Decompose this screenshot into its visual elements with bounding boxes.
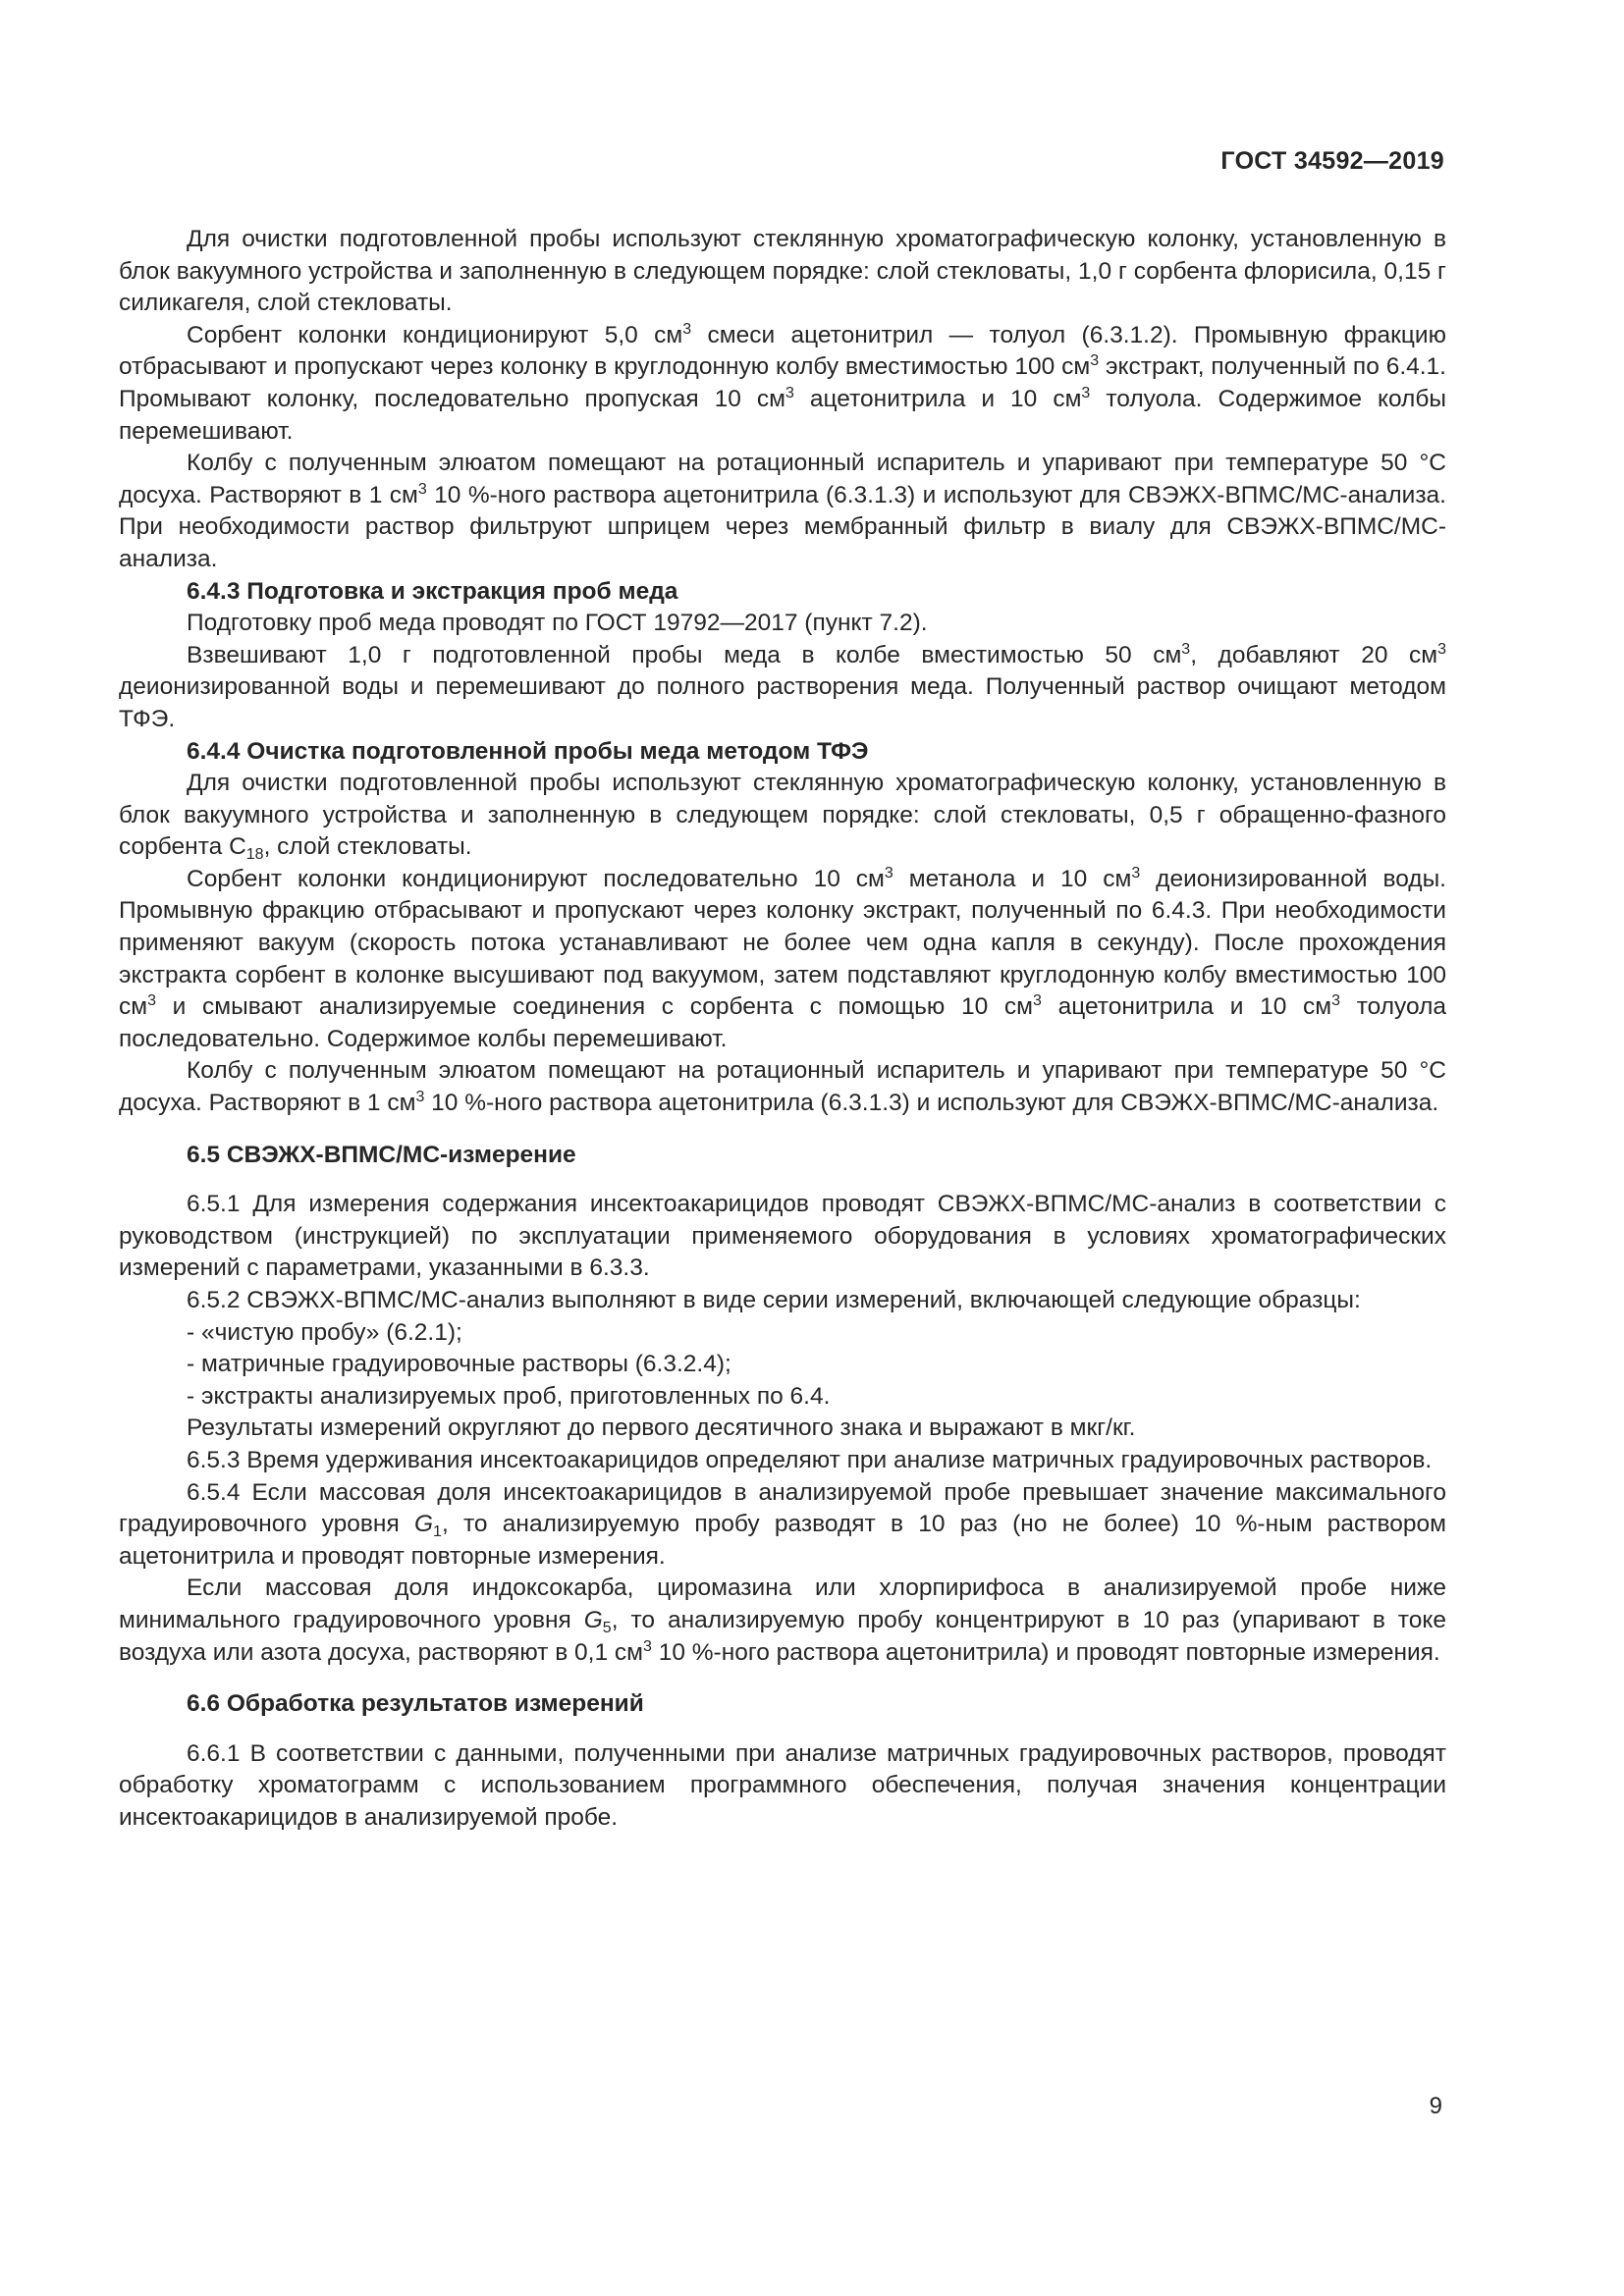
paragraph: Для очистки подготовленной пробы используют стеклянную хроматографическую колонку, установленную в блок вакуумного устройства и заполненную в следующем порядке: слой стекловаты, 0,5 г обращенно-фазного сорбента $С_{18}$, слой стекловаты. bbox=[119, 770, 1446, 864]
section-heading: 6.5 СВЭЖХ-ВПМС/МС-измерение bbox=[187, 1141, 576, 1168]
document-body bbox=[119, 224, 1446, 1835]
paragraph: 6.5.1 Для измерения содержания инсектоакарицидов проводят СВЭЖХ-ВПМС/МС-анализ в соответствии с руководством (инструкцией) по эксплуатации применяемого оборудования в условиях хроматографических измерений с параметрами, указанными в 6.3.3. bbox=[119, 1191, 1446, 1282]
paragraph: Колбу с полученным элюатом помещают на ротационный испаритель и упаривают при температуре 50 °С досуха. Растворяют в 1 $см^3$ 10 %-ного раствора ацетонитрила (6.3.1.3) и используют для СВЭЖХ-ВПМС/МС-анализа. При необходимости раствор фильтруют шприцем через мембранный фильтр в виалу для СВЭЖХ-ВПМС/МС-анализа. bbox=[119, 450, 1446, 572]
paragraph: Сорбент колонки кондиционируют 5,0 $см^3$ смеси ацетонитрил — толуол (6.3.1.2). Промывную фракцию отбрасывают и пропускают через колонку в круглодонную колбу вместимостью 100 $см^3$ экстракт, полученный по 6.4.1. Промывают колонку, последовательно пропуская 10 $см^3$ ацетонитрила и 10 $см^3$ толуола. Содержимое колбы перемешивают. bbox=[119, 320, 1446, 445]
subsection-heading: 6.4.4 Очистка подготовленной пробы меда методом ТФЭ bbox=[187, 737, 869, 765]
paragraph: Взвешивают 1,0 г подготовленной пробы меда в колбе вместимостью 50 $см^3$, добавляют 20 $см^3$ деионизированной воды и перемешивают до полного растворения меда. Полученный раствор очищают методом ТФЭ. bbox=[119, 640, 1446, 732]
paragraph: Сорбент колонки кондиционируют последовательно 10 $см^3$ метанола и 10 $см^3$ деионизированной воды. Промывную фракцию отбрасывают и пропускают через колонку экстракт, полученный по 6.4.3. При необходимости применяют вакуум (скорость потока устанавливают не более чем одна капля в секунду). После прохождения экстракта сорбент в колонке высушивают под вакуумом, затем подставляют круглодонную колбу вместимостью 100 $см^3$ и смывают анализируемые соединения с сорбента с помощью 10 $см^3$ ацетонитрила и 10 $см^3$ толуола последовательно. Содержимое колбы перемешивают. bbox=[119, 864, 1446, 1052]
document-id-header: ГОСТ 34592—2019 bbox=[1220, 147, 1444, 175]
list-item: - экстракты анализируемых проб, приготовленных по 6.4. bbox=[187, 1382, 831, 1410]
paragraph: 6.5.2 СВЭЖХ-ВПМС/МС-анализ выполняют в виде серии измерений, включающей следующие образцы: bbox=[187, 1287, 1361, 1313]
section-heading: 6.6 Обработка результатов измерений bbox=[187, 1690, 644, 1718]
paragraph: 6.5.3 Время удерживания инсектоакарицидов определяют при анализе матричных градуировочных растворов. bbox=[187, 1446, 1433, 1473]
subsection-heading: 6.4.3 Подготовка и экстракция проб меда bbox=[187, 577, 678, 605]
page-number: 9 bbox=[1429, 2093, 1442, 2119]
paragraph: Если массовая доля индоксокарба, циромазина или хлорпирифоса в анализируемой пробе ниже минимального градуировочного уровня $G_5$, то анализируемую пробу концентрируют в 10 раз (упаривают в токе воздуха или азота досуха, растворяют в 0,1 $см^3$ 10 %-ного раствора ацетонитрила) и проводят повторные измерения. bbox=[119, 1575, 1447, 1666]
list-item: - матричные градуировочные растворы (6.3.2.4); bbox=[187, 1351, 731, 1378]
paragraph: Подготовку проб меда проводят по ГОСТ 19792—2017 (пункт 7.2). bbox=[187, 610, 928, 637]
paragraph: Результаты измерений округляют до первого десятичного знака и выражают в мкг/кг. bbox=[187, 1415, 1136, 1442]
paragraph: Колбу с полученным элюатом помещают на ротационный испаритель и упаривают при температуре 50 °С досуха. Растворяют в 1 $см^3$ 10 %-ного раствора ацетонитрила (6.3.1.3) и используют для СВЭЖХ-ВПМС/МС-анализа. bbox=[119, 1057, 1446, 1117]
list-item: - «чистую пробу» (6.2.1); bbox=[187, 1318, 462, 1346]
paragraph: 6.5.4 Если массовая доля инсектоакарицидов в анализируемой пробе превышает значение максимального градуировочного уровня $G_1$, то анализируемую пробу разводят в 10 раз (но не более) 10 %-ным раствором ацетонитрила и проводят повторные измерения. bbox=[119, 1478, 1446, 1570]
paragraph: 6.6.1 В соответствии с данными, полученными при анализе матричных градуировочных растворов, проводят обработку хроматограмм с использованием программного обеспечения, получая значения концентрации инсектоакарицидов в анализируемой пробе. bbox=[119, 1739, 1446, 1831]
paragraph: Для очистки подготовленной пробы используют стеклянную хроматографическую колонку, установленную в блок вакуумного устройства и заполненную в следующем порядке: слой стекловаты, 1,0 г сорбента флорисила, 0,15 г силикагеля, слой стекловаты. bbox=[119, 226, 1446, 317]
